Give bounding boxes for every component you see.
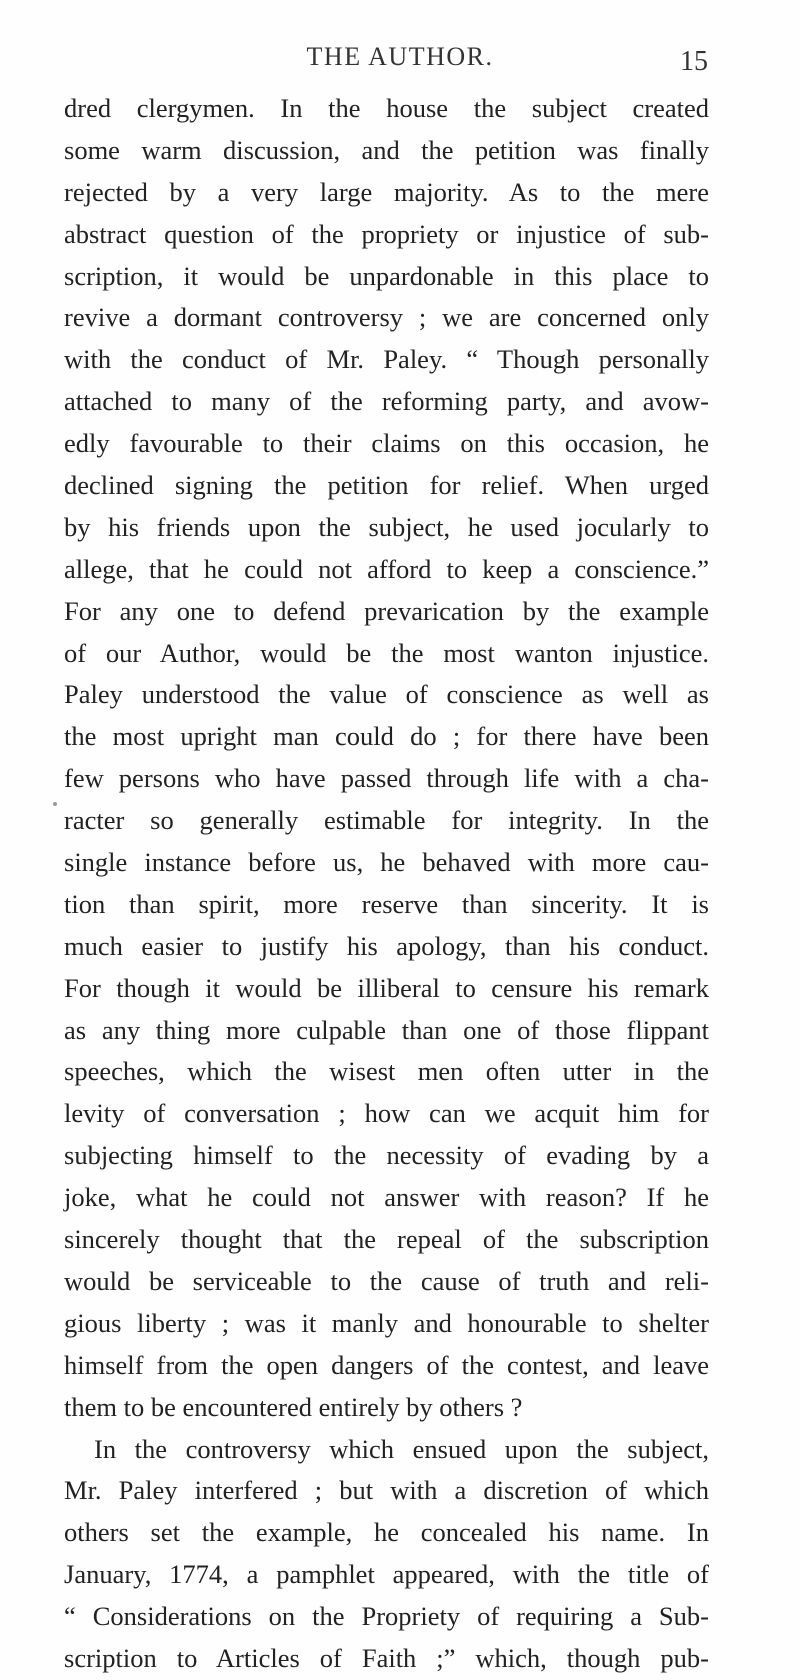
text-line: levity of conversation ; how can we acquit him for — [64, 1098, 709, 1129]
text-line: few persons who have passed through life with a cha- — [64, 763, 709, 794]
text-line: revive a dormant controversy ; we are concerned only — [64, 302, 709, 333]
text-line: subjecting himself to the necessity of evading by a — [64, 1140, 709, 1171]
text-line: declined signing the petition for relief. When urged — [64, 470, 709, 501]
running-title: THE AUTHOR. — [306, 42, 494, 71]
text-line: gious liberty ; was it manly and honourable to shelter — [64, 1307, 709, 1338]
text-line: edly favourable to their claims on this occasion, he — [64, 428, 709, 459]
text-line: others set the example, he concealed his name. In — [64, 1517, 709, 1548]
text-line: rejected by a very large majority. As to the mere — [64, 176, 709, 207]
text-line: joke, what he could not answer with reason? If he — [64, 1182, 709, 1213]
text-line: much easier to justify his apology, than his conduct. — [64, 930, 709, 961]
text-line: In the controversy which ensued upon the subject, — [94, 1433, 709, 1464]
text-line: racter so generally estimable for integrity. In the — [64, 805, 709, 836]
text-line: single instance before us, he behaved with more cau- — [64, 847, 709, 878]
text-line: January, 1774, a pamphlet appeared, with the title of — [64, 1559, 709, 1590]
text-line: For any one to defend prevarication by the example — [64, 595, 709, 626]
text-line: “ Considerations on the Propriety of requiring a Sub- — [64, 1601, 709, 1632]
text-line: attached to many of the reforming party, and avow- — [64, 386, 709, 417]
text-line: as any thing more culpable than one of those flippant — [64, 1014, 709, 1045]
body-text — [64, 88, 709, 1680]
text-line: dred clergymen. In the house the subject created — [64, 93, 709, 123]
page-number: 15 — [680, 46, 708, 77]
text-line: by his friends upon the subject, he used jocularly to — [64, 511, 709, 542]
text-line: some warm discussion, and the petition was finally — [64, 134, 709, 165]
text-line: Paley understood the value of conscience as well as — [64, 679, 709, 710]
text-line: For though it would be illiberal to censure his remark — [64, 972, 709, 1003]
margin-mark — [53, 802, 57, 806]
text-line: of our Author, would be the most wanton injustice. — [64, 637, 709, 668]
text-line: Mr. Paley interfered ; but with a discretion of which — [64, 1475, 709, 1506]
text-line: allege, that he could not afford to keep a conscience.” — [64, 553, 709, 584]
text-line: sincerely thought that the repeal of the subscription — [64, 1224, 709, 1255]
text-line: them to be encountered entirely by others ? — [64, 1391, 523, 1422]
text-line: abstract question of the propriety or injustice of sub- — [64, 218, 709, 249]
text-line: speeches, which the wisest men often utter in the — [64, 1056, 709, 1087]
running-head — [0, 42, 800, 82]
text-line: the most upright man could do ; for there have been — [64, 721, 709, 752]
text-line: would be serviceable to the cause of truth and reli- — [64, 1265, 709, 1296]
text-line: himself from the open dangers of the contest, and leave — [64, 1349, 709, 1380]
text-line: scription, it would be unpardonable in this place to — [64, 260, 709, 291]
text-line: with the conduct of Mr. Paley. “ Though personally — [64, 344, 709, 375]
text-line: scription to Articles of Faith ;” which, though pub- — [64, 1642, 709, 1673]
text-line: tion than spirit, more reserve than sincerity. It is — [64, 888, 709, 919]
